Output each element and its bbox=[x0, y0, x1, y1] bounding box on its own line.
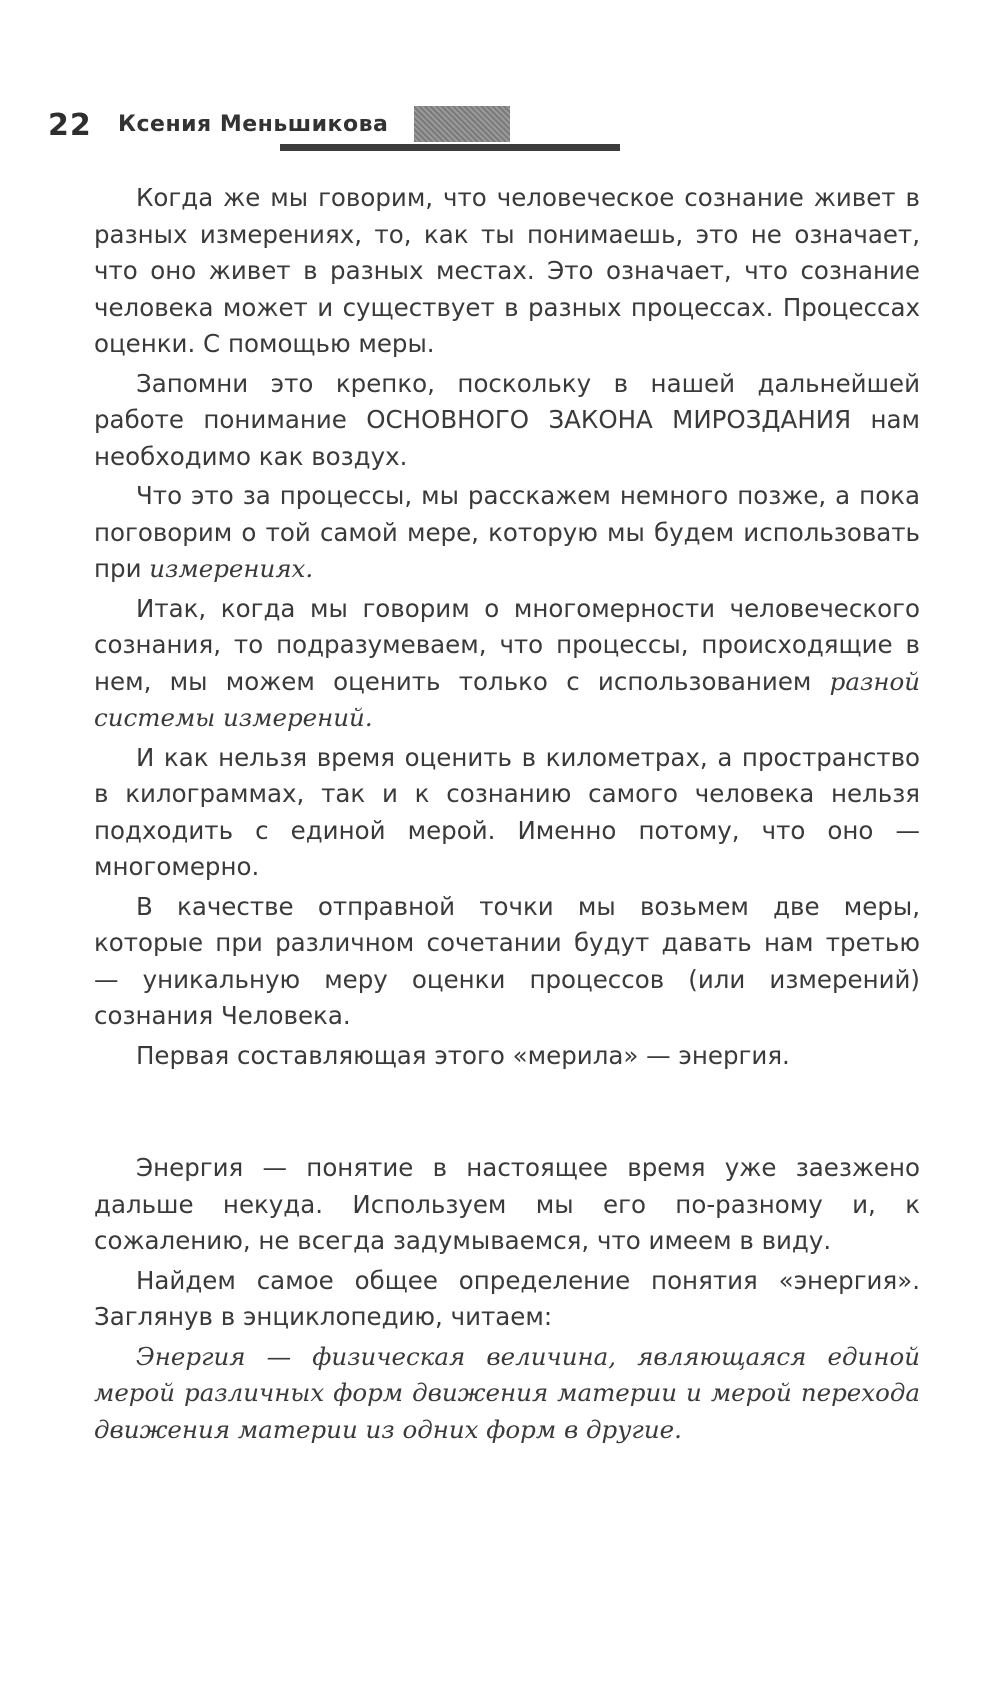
paragraph bbox=[94, 1038, 920, 1075]
paragraph-text: Когда же мы говорим, что человеческое сознание живет в разных измерениях, то, как ты понимаешь, это не означает, что оно живет в разных местах. Это означает, что сознание человека может и существует в разных процессах. Процессах оценки. С помощью меры. bbox=[94, 183, 920, 358]
encyclopedia-quote: Энергия — физическая величина, являющаяся единой мерой различных форм движения материи и мерой перехода движения материи из одних форм в другие. bbox=[94, 1341, 920, 1444]
paragraph bbox=[94, 366, 920, 476]
running-head bbox=[48, 104, 628, 154]
paragraph bbox=[94, 180, 920, 363]
paragraph bbox=[94, 1263, 920, 1336]
italic-text: разной системы измерений. bbox=[94, 666, 920, 732]
paragraph-text: В качестве отправной точки мы возьмем две меры, которые при различном сочетании будут давать нам третью — уникальную меру оценки процессов (или измерений) сознания Человека. bbox=[94, 891, 920, 1030]
paragraph bbox=[94, 478, 920, 588]
paragraph-text: Энергия — понятие в настоящее время уже заезжено дальше некуда. Используем мы его по-разному и, к сожалению, не всегда задумываемся, что имеем в виду. bbox=[94, 1153, 920, 1255]
italic-text: измерениях. bbox=[149, 554, 314, 583]
header-rule bbox=[280, 144, 620, 151]
paragraph bbox=[94, 1150, 920, 1260]
text-body bbox=[94, 180, 920, 1448]
paragraph-group-1 bbox=[94, 180, 920, 1074]
paragraph-text: Что это за процессы, мы расскажем немного позже, а пока поговорим о той самой мере, которую мы будем использовать при bbox=[94, 481, 920, 583]
section-gap bbox=[94, 1077, 920, 1150]
paragraph-text: И как нельзя время оценить в километрах, а пространство в килограммах, так и к сознанию самого человека нельзя подходить с единой мерой. Именно потому, что оно — многомерно. bbox=[94, 742, 920, 881]
paragraph-text: Первая составляющая этого «мерила» — энергия. bbox=[136, 1040, 790, 1070]
page-number: 22 bbox=[48, 108, 92, 143]
paragraph-text: Итак, когда мы говорим о многомерности человеческого сознания, то подразумеваем, что процессы, происходящие в нем, мы можем оценить только с использованием bbox=[94, 593, 920, 696]
paragraph bbox=[94, 740, 920, 886]
paragraph bbox=[94, 889, 920, 1035]
paragraph-group-2 bbox=[94, 1150, 920, 1336]
header-decoration-block bbox=[414, 106, 510, 142]
paragraph bbox=[94, 591, 920, 737]
paragraph-text: Найдем самое общее определение понятия «энергия». Заглянув в энциклопедию, читаем: bbox=[94, 1265, 920, 1331]
author-name: Ксения Меньшикова bbox=[118, 112, 389, 137]
paragraph-text: Запомни это крепко, поскольку в нашей дальнейшей работе понимание ОСНОВНОГО ЗАКОНА МИРОЗДАНИЯ нам необходимо как воздух. bbox=[94, 368, 920, 471]
